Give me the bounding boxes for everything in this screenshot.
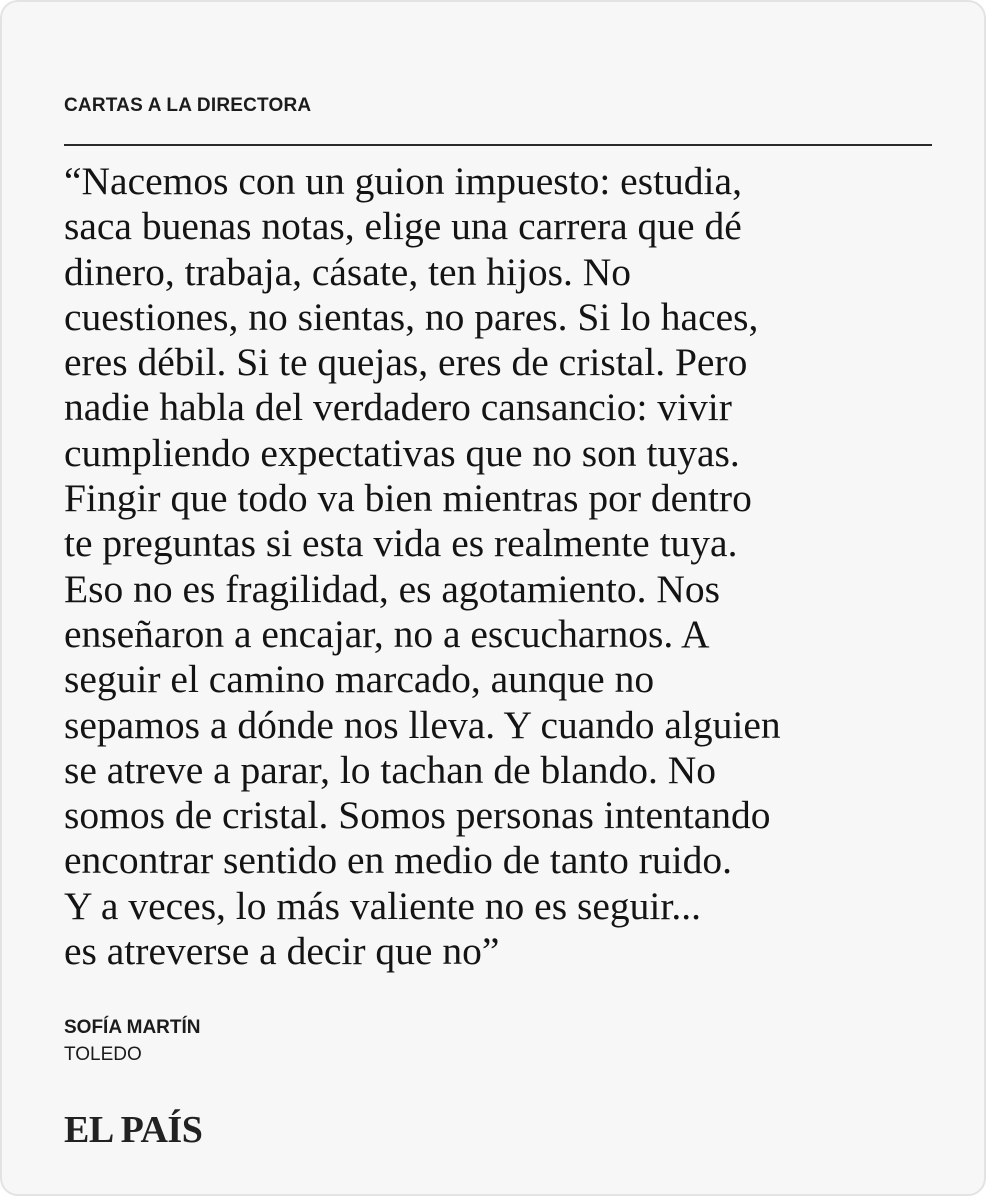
letter-line: seguir el camino marcado, aunque no bbox=[64, 657, 655, 702]
letter-line: te preguntas si esta vida es realmente tuya. bbox=[64, 521, 738, 566]
section-label: CARTAS A LA DIRECTORA bbox=[64, 95, 312, 116]
letter-body bbox=[64, 159, 944, 974]
letter-line: Fingir que todo va bien mientras por dentro bbox=[64, 476, 752, 521]
letter-line: se atreve a parar, lo tachan de blando. No bbox=[64, 747, 717, 792]
letter-line: encontrar sentido en medio de tanto ruido. bbox=[64, 838, 733, 883]
letter-line: es atreverse a decir que no” bbox=[64, 929, 500, 974]
letter-line: “Nacemos con un guion impuesto: estudia, bbox=[64, 159, 742, 203]
letter-line: enseñaron a encajar, no a escucharnos. A bbox=[64, 611, 710, 656]
letter-line: saca buenas notas, elige una carrera que dé bbox=[64, 204, 742, 249]
letter-line: eres débil. Si te quejas, eres de cristal. Pero bbox=[64, 340, 748, 385]
letter-line: dinero, trabaja, cásate, ten hijos. No bbox=[64, 249, 632, 294]
divider bbox=[64, 144, 932, 146]
letter-line: nadie habla del verdadero cansancio: vivir bbox=[64, 385, 732, 430]
letter-line: Eso no es fragilidad, es agotamiento. Nos bbox=[64, 566, 720, 611]
letter-line: cuestiones, no sientas, no pares. Si lo haces, bbox=[64, 294, 759, 339]
letter-line: somos de cristal. Somos personas intentando bbox=[64, 793, 771, 838]
letter-line: Y a veces, lo más valiente no es seguir... bbox=[64, 883, 701, 928]
letter-line: sepamos a dónde nos lleva. Y cuando alguien bbox=[64, 702, 781, 747]
el-pais-logo: EL PAÍS bbox=[64, 1109, 203, 1151]
author-city: TOLEDO bbox=[64, 1044, 142, 1065]
letter-line: cumpliendo expectativas que no son tuyas. bbox=[64, 430, 740, 475]
author-name: SOFÍA MARTÍN bbox=[64, 1017, 201, 1038]
